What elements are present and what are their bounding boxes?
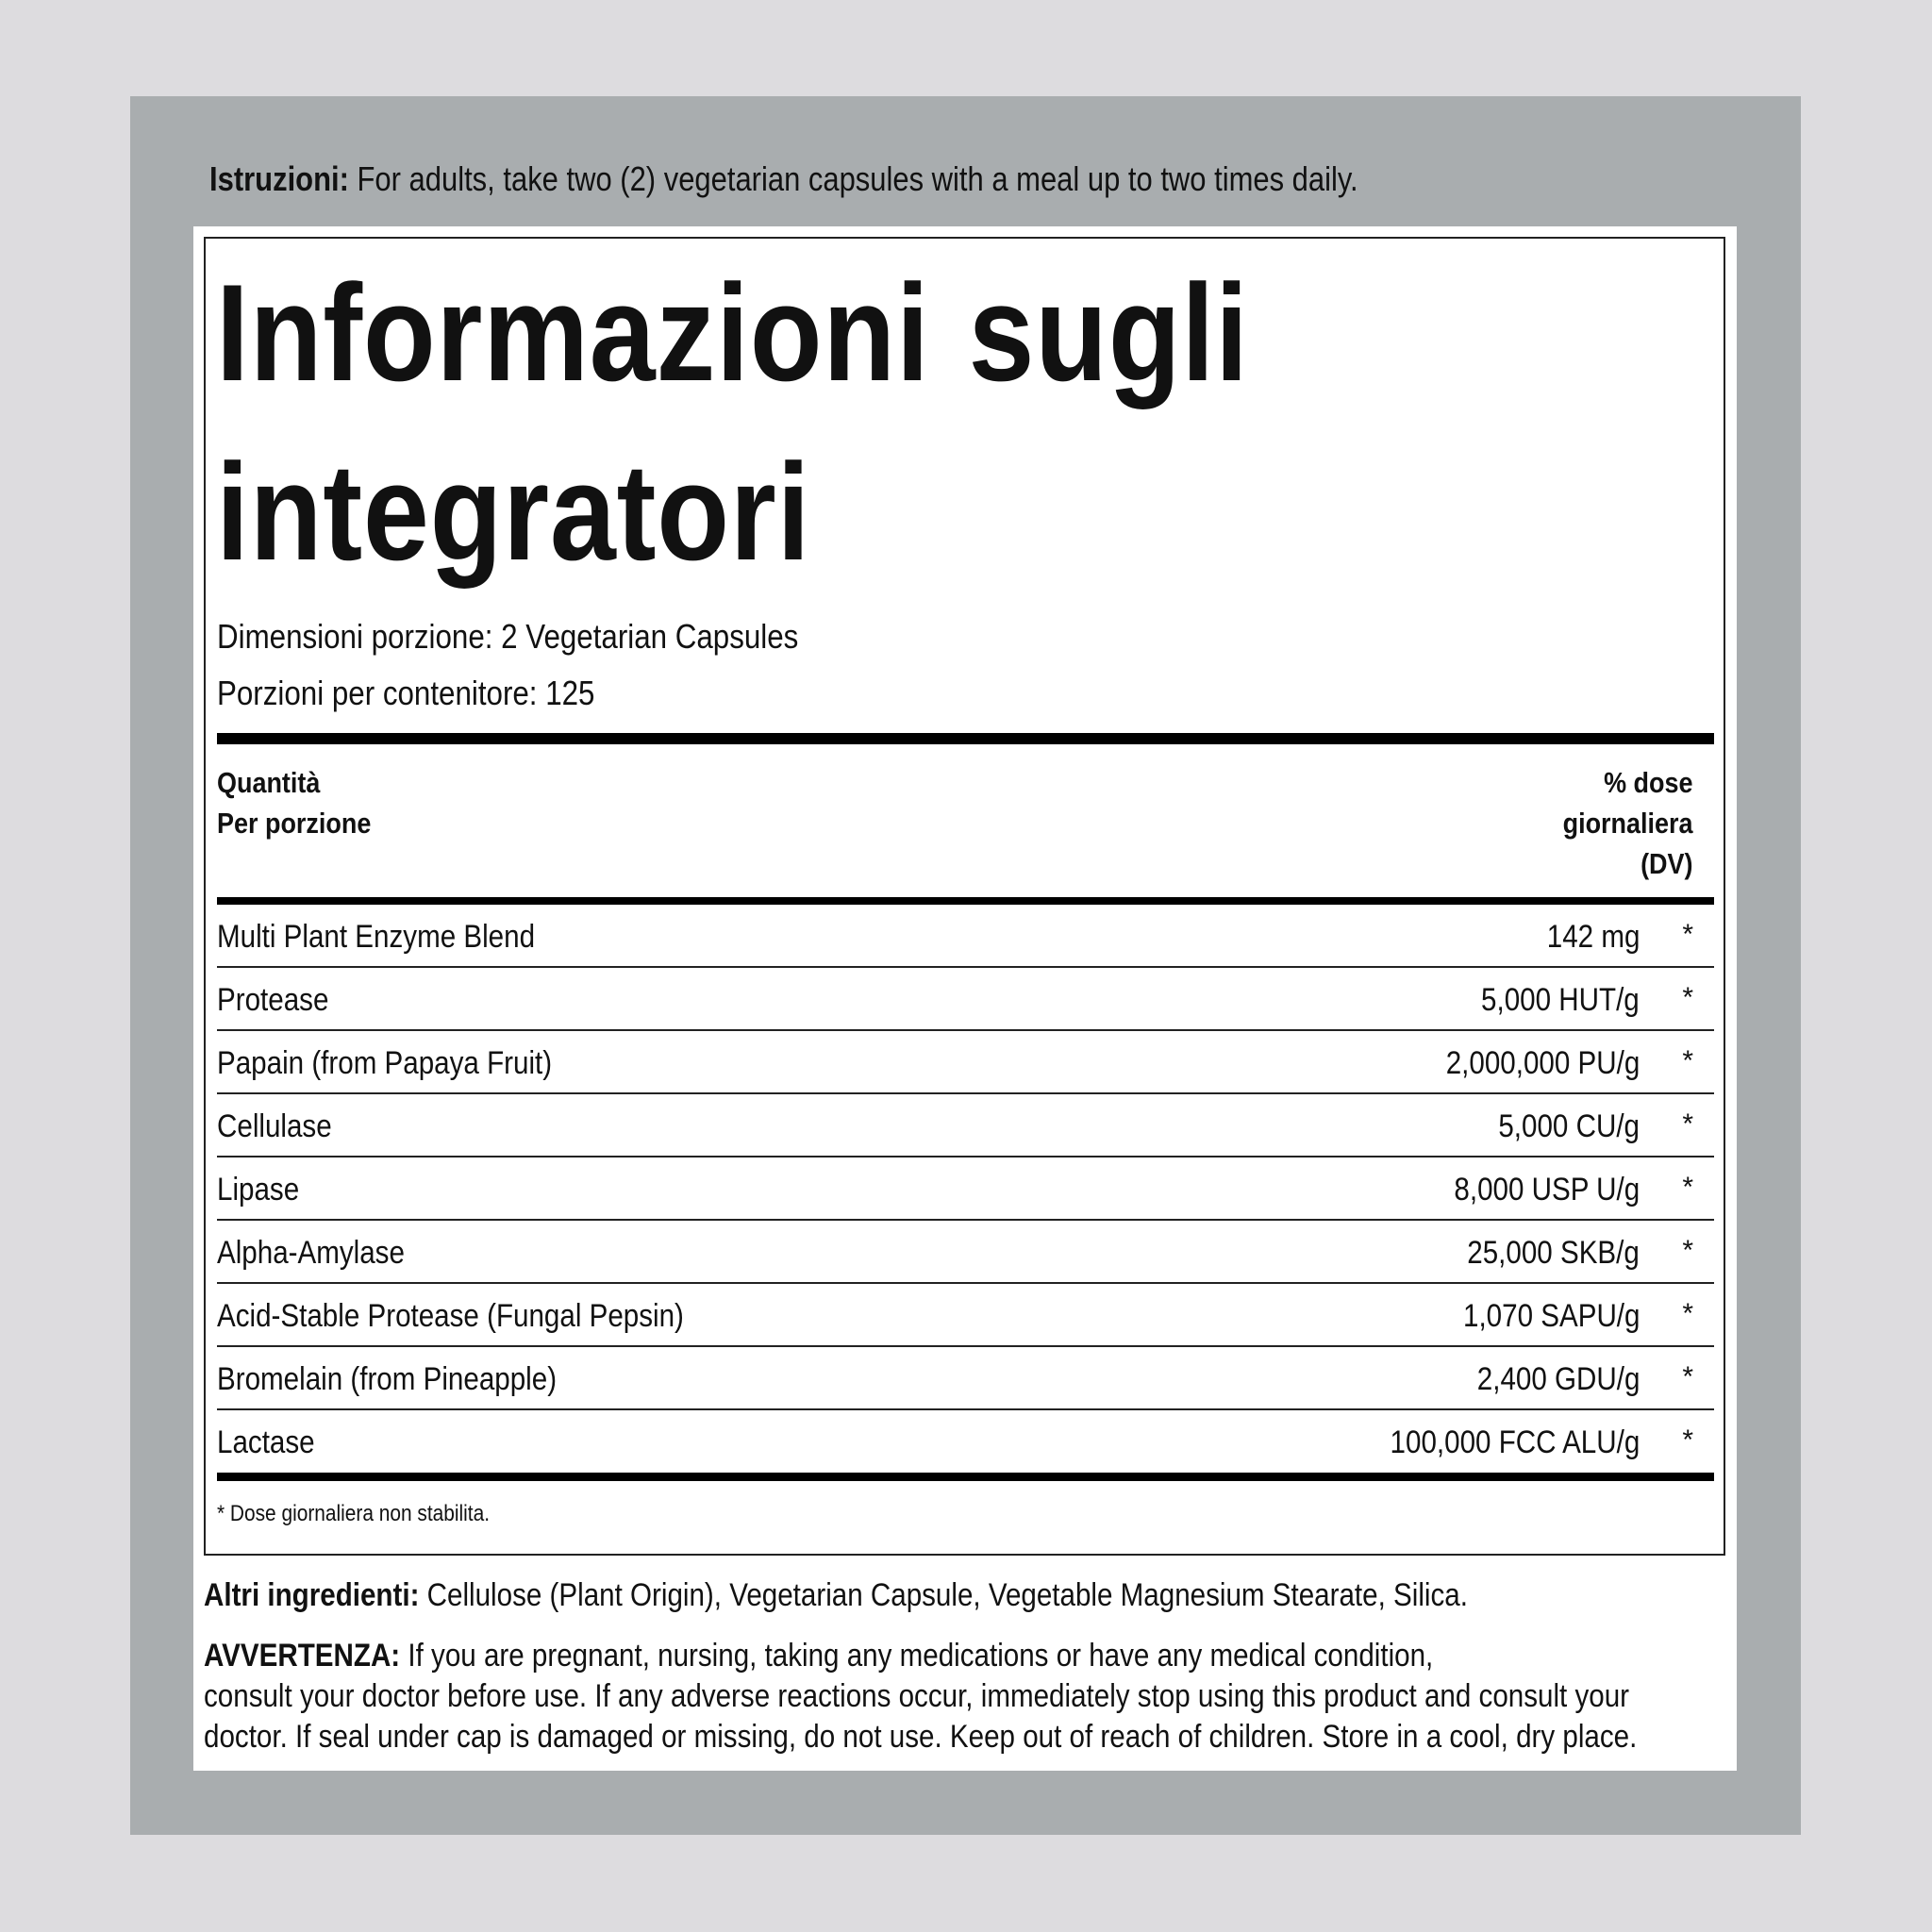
ingredient-table [217, 905, 1714, 1472]
header-left-line: Per porzione [217, 807, 372, 840]
ingredient-amount: 2,400 GDU/g [1476, 1361, 1640, 1397]
divider-thick [217, 733, 1714, 744]
ingredient-name: Alpha-Amylase [217, 1235, 405, 1271]
daily-value-marker: * [1682, 1298, 1693, 1329]
ingredient-name: Acid-Stable Protease (Fungal Pepsin) [217, 1298, 684, 1334]
divider-thick-bottom [217, 1473, 1714, 1481]
warning-line: consult your doctor before use. If any adverse reactions occur, immediately stop using this product and consult your [204, 1678, 1630, 1714]
daily-value-marker: * [1682, 919, 1693, 950]
daily-value-marker: * [1682, 1172, 1693, 1203]
amount-per-serving-header [217, 762, 371, 843]
servings-per-container: Porzioni per contenitore: 125 [217, 674, 595, 712]
divider-medium [217, 897, 1714, 905]
daily-value-marker: * [1682, 1235, 1693, 1266]
warning-line [204, 1636, 1665, 1676]
daily-value-marker: * [1682, 1108, 1693, 1140]
header-right-line: % dose [1603, 766, 1692, 799]
header-right-line: (DV) [1640, 847, 1692, 880]
facts-title: Informazioni sugli integratori [216, 256, 1249, 589]
other-ingredients [204, 1575, 1468, 1615]
table-row [217, 1347, 1714, 1410]
header-left-line: Quantità [217, 766, 321, 799]
ingredient-amount: 25,000 SKB/g [1467, 1235, 1640, 1271]
table-row [217, 1284, 1714, 1347]
ingredient-amount: 1,070 SAPU/g [1462, 1298, 1640, 1334]
directions-body: For adults, take two (2) vegetarian capsules with a meal up to two times daily. [348, 159, 1358, 198]
warning-lead: AVVERTENZA: [204, 1638, 401, 1674]
daily-value-marker: * [1682, 1424, 1693, 1456]
ingredient-name: Protease [217, 982, 329, 1018]
serving-size: Dimensioni porzione: 2 Vegetarian Capsules [217, 617, 799, 656]
daily-value-footnote: * Dose giornaliera non stabilita. [217, 1501, 491, 1526]
ingredient-name: Lactase [217, 1424, 315, 1460]
warning-line: doctor. If seal under cap is damaged or missing, do not use. Keep out of reach of children. Store in a cool, dry place. [204, 1719, 1638, 1755]
table-row [217, 1158, 1714, 1221]
table-row [217, 905, 1714, 968]
table-row [217, 968, 1714, 1031]
daily-value-marker: * [1682, 1361, 1693, 1392]
other-ingredients-body: Cellulose (Plant Origin), Vegetarian Capsule, Vegetable Magnesium Stearate, Silica. [419, 1577, 1468, 1613]
ingredient-amount: 2,000,000 PU/g [1445, 1045, 1640, 1081]
ingredient-amount: 142 mg [1546, 919, 1640, 955]
ingredient-name: Cellulase [217, 1108, 332, 1144]
ingredient-amount: 5,000 HUT/g [1481, 982, 1640, 1018]
ingredient-amount: 5,000 CU/g [1498, 1108, 1640, 1144]
ingredient-name: Bromelain (from Pineapple) [217, 1361, 558, 1397]
table-row [217, 1221, 1714, 1284]
ingredient-amount: 8,000 USP U/g [1454, 1172, 1640, 1208]
table-row [217, 1094, 1714, 1158]
warning-body-1: If you are pregnant, nursing, taking any medications or have any medical condition, [400, 1638, 1434, 1674]
header-right-line: giornaliera [1562, 807, 1692, 840]
daily-value-header [1562, 762, 1692, 884]
daily-value-marker: * [1682, 982, 1693, 1013]
ingredient-name: Lipase [217, 1172, 300, 1208]
ingredient-name: Papain (from Papaya Fruit) [217, 1045, 553, 1081]
table-row [217, 1031, 1714, 1094]
directions-lead: Istruzioni: [209, 159, 349, 198]
ingredient-amount: 100,000 FCC ALU/g [1390, 1424, 1640, 1460]
directions-text [209, 153, 1358, 206]
warning-text [204, 1636, 1665, 1757]
daily-value-marker: * [1682, 1045, 1693, 1076]
other-ingredients-lead: Altri ingredienti: [204, 1577, 420, 1613]
ingredient-name: Multi Plant Enzyme Blend [217, 919, 536, 955]
table-row [217, 1410, 1714, 1472]
